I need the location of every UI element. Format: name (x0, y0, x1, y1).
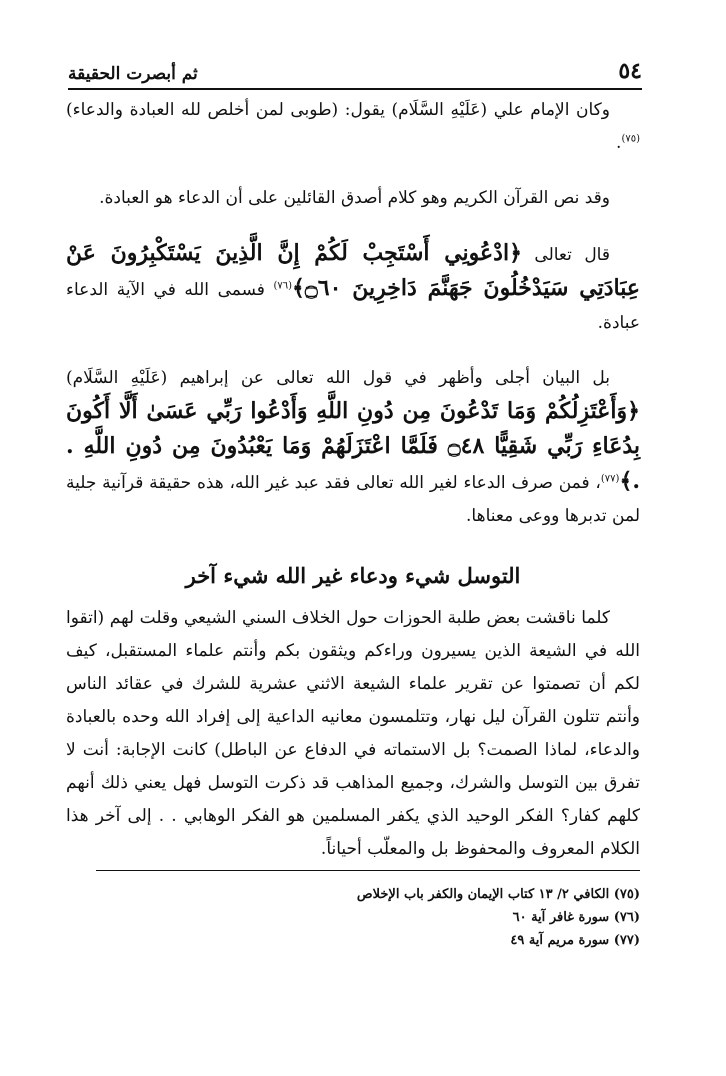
footnotes (96, 870, 640, 952)
paragraph-dua-is-worship: وقد نص القرآن الكريم وهو كلام أصدق القائلين على أن الدعاء هو العبادة. (99, 188, 610, 208)
footnote-76: (٧٦) سورة غافر آية ٦٠ (512, 910, 640, 925)
footnote-ref: (٧٧) (600, 473, 620, 485)
paragraph-hawza-discussion: كلما ناقشت بعض طلبة الحوزات حول الخلاف السني الشيعي وقلت لهم (اتقوا الله في الشيعة الذين يسيرون وراءكم ويثقون بكم وأنتم علماء المستقبل، كيف لكم أن تصمتوا عن تقرير علماء الشيعة الاثني عشرية للشرك في عقائد الناس وأنتم تتلون القرآن ليل نهار، وتتلمسون معانيه الداعية إلى إفراد الله وحده بالعبادة والدعاء، لماذا الصمت؟ بل الاستماته في الدفاع عن الباطل) كانت الإجابة: أنت لا تفرق بين التوسل والشرك، وجميع المذاهب قد ذكرت التوسل فهل يعني ذلك أنهم كلهم كفار؟ الفكر الوحيد الذي يكفر المسلمين هو الفكر الوهابي . . إلى آخر هذا الكلام المعروف والمحفوظ بل والمعلّب أحياناً. (66, 608, 640, 859)
page-number: ٥٤ (618, 58, 642, 84)
paragraph-text: قال تعالى (534, 245, 610, 265)
paragraph-ghafir-verse (66, 237, 640, 340)
quran-verse: ﴿وَأَعْتَزِلُكُمْ وَمَا تَدْعُونَ مِن دُونِ اللَّهِ وَأَدْعُوا رَبِّي عَسَىٰ أَلَّا أَكُونَ بِدُعَاءِ رَبِّي شَقِيًّا ۝٤٨ فَلَمَّا اعْتَزَلَهُمْ وَمَا يَعْبُدُونَ مِن دُونِ اللَّهِ . .﴾ (66, 398, 640, 494)
paragraph-text: وكان الإمام علي (عَلَيْهِ السَّلَام) يقول: (طوبى لمن أخلص لله العبادة والدعاء) (66, 100, 610, 120)
page-header (68, 50, 642, 90)
footnote-ref: (٧٦) (273, 280, 293, 292)
paragraph-ibrahim-verse (66, 362, 640, 533)
paragraph-text: بل البيان أجلى وأظهر في قول الله تعالى عن إبراهيم (عَلَيْهِ السَّلَام) (66, 368, 610, 388)
paragraph-text: فسمى الله في الآية الدعاء عبادة. (66, 280, 640, 333)
footnote-77: (٧٧) سورة مريم آية ٤٩ (510, 933, 640, 948)
page-body (66, 94, 640, 866)
running-title: ثم أبصرت الحقيقة (68, 64, 198, 84)
footnote-ref: (٧٥) (621, 133, 640, 145)
footnote-75: (٧٥) الكافي ٢/ ١٣ كتاب الإيمان والكفر باب الإخلاص (356, 887, 640, 902)
paragraph-imam-ali-quote: وكان الإمام علي (عَلَيْهِ السَّلَام) يقول: (طوبى لمن أخلص لله العبادة والدعاء)$^{(٧٥)}$. (66, 100, 640, 153)
quran-verse: ﴿ادْعُونِي أَسْتَجِبْ لَكُمْ إِنَّ الَّذِينَ يَسْتَكْبِرُونَ عَنْ عِبَادَتِي سَيَدْخُلُونَ جَهَنَّمَ دَاخِرِينَ ۝٦٠﴾ (66, 240, 640, 301)
section-heading: التوسل شيء ودعاء غير الله شيء آخر (185, 563, 521, 588)
paragraph-text: ، فمن صرف الدعاء لغير الله تعالى فقد عبد غير الله، هذه حقيقة قرآنية جلية لمن تدبرها ووعى معناها. (66, 473, 640, 526)
